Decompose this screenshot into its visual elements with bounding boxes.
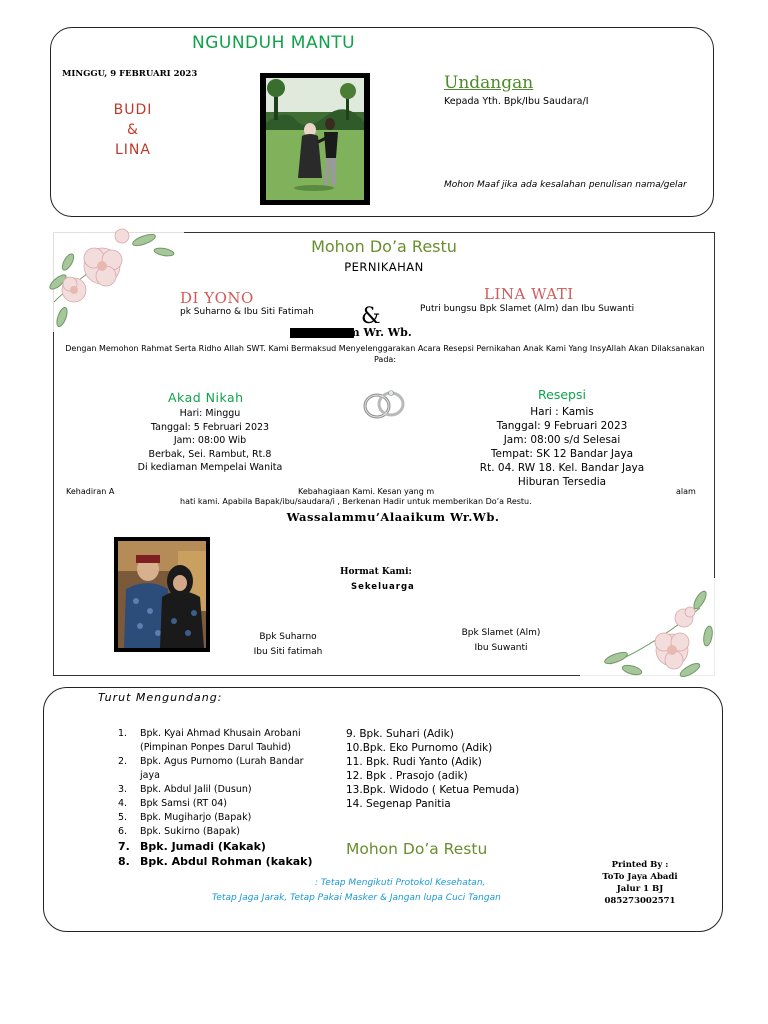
list-item [118, 727, 318, 755]
health-protocol-note [212, 876, 562, 906]
regards-label: Hormat Kami: [340, 567, 412, 577]
printer-name: ToTo Jaya Abadi [602, 872, 678, 882]
reception-entertainment: Hiburan Tersedia [517, 476, 607, 488]
list-item: 13.Bpk. Widodo ( Ketua Pemuda) [346, 784, 520, 796]
bride-name: LINA WATI [484, 285, 574, 303]
bride-mother: Ibu Suwanti [474, 643, 528, 653]
list-item [118, 811, 318, 825]
list-text: Bpk. Abdul Jalil (Dusun) [140, 784, 252, 795]
bride-father: Bpk Slamet (Alm) [461, 628, 541, 638]
attendance-request: hati kami. Apabila Bapak/ibu/saudara/i , Berkenan Hadir untuk memberikan Do’a Restu. [180, 497, 532, 506]
attendance-end: alam [676, 487, 696, 496]
redaction-bar [290, 328, 354, 338]
blessing-heading: Mohon Do’a Restu [311, 237, 457, 256]
bride-parents-sign [456, 626, 546, 656]
akad-details [125, 407, 295, 475]
protocol-line-1: : Tetap Mengikuti Protokol Kesehatan, [315, 878, 486, 888]
akad-heading: Akad Nikah [168, 390, 244, 405]
attendance-middle: Kebahagiaan Kami. Kesan yang m [298, 487, 435, 496]
groom-father: Bpk Suharno [259, 632, 317, 642]
protocol-line-2: Tetap Jaga Jarak, Tetap Pakai Masker & Jangan lupa Cuci Tangan [212, 893, 501, 903]
printer-credit [594, 859, 686, 907]
list-number: 3. [118, 784, 128, 795]
akad-day: Hari: Minggu [179, 408, 241, 419]
parents-photo [114, 537, 210, 652]
reception-day: Hari : Kamis [530, 406, 594, 418]
list-item [118, 797, 318, 811]
bride-parents-line: Putri bungsu Bpk Slamet (Alm) dan Ibu Suwanti [420, 304, 635, 314]
list-text: Bpk. Agus Purnomo (Lurah Bandar jaya [140, 756, 304, 781]
list-text: Bpk. Mugiharjo (Bapak) [140, 812, 252, 823]
addressee-line: Kepada Yth. Bpk/Ibu Saudara/I [444, 96, 589, 107]
list-item [118, 783, 318, 797]
family-label: Sekeluarga [351, 582, 415, 592]
couple-ampersand: & [127, 122, 139, 138]
co-inviters-heading: Turut Mengundang: [98, 691, 223, 704]
akad-place: Berbak, Sei. Rambut, Rt.8 [148, 448, 272, 460]
akad-date: Tanggal: 5 Februari 2023 [150, 421, 270, 433]
couple-name-bride: LINA [115, 142, 151, 158]
list-number: 5. [118, 812, 128, 823]
printed-by-label: Printed By : [611, 860, 669, 870]
list-number: 8. [118, 855, 130, 868]
list-number: 2. [118, 756, 128, 767]
list-item: 9. Bpk. Suhari (Adik) [346, 728, 454, 740]
list-item: 12. Bpk . Prasojo (adik) [346, 770, 468, 782]
couple-photo [260, 73, 370, 205]
reception-heading: Resepsi [538, 387, 586, 402]
list-item [118, 839, 318, 854]
wedding-rings-icon [358, 386, 410, 422]
groom-mother: Ibu Siti fatimah [253, 647, 323, 657]
printer-address: Jalur 1 BJ [616, 884, 664, 894]
co-inviters-list-right [346, 727, 546, 811]
invitation-intro: Dengan Memohon Rahmat Serta Ridho Allah SWT. Kami Bermaksud Menyelenggarakan Acara Resepsi Pernikahan Anak Kami Yang InsyAllah Akan Dilaksanakan Pada: [65, 344, 705, 364]
printer-phone: 085273002571 [604, 896, 676, 906]
akad-time: Jam: 08:00 Wib [173, 435, 247, 446]
apology-note: Mohon Maaf jika ada kesalahan penulisan nama/gelar [444, 180, 687, 190]
reception-time: Jam: 08:00 s/d Selesai [503, 434, 621, 446]
closing-greeting: Wassalammu’Alaaikum Wr.Wb. [286, 510, 500, 524]
akad-venue: Di kediaman Mempelai Wanita [137, 462, 283, 473]
invitation-heading: Undangan [444, 73, 534, 93]
couple-name-groom: BUDI [113, 102, 153, 118]
list-number: 7. [118, 840, 130, 853]
list-number: 4. [118, 798, 128, 809]
ampersand: & [361, 304, 381, 329]
blessing-footer: Mohon Do’a Restu [346, 840, 488, 858]
list-number: 6. [118, 826, 128, 837]
list-item: 10.Bpk. Eko Purnomo (Adik) [346, 742, 493, 754]
list-item: 14. Segenap Panitia [346, 798, 451, 810]
reception-details [462, 405, 662, 489]
list-number: 1. [118, 728, 128, 739]
reception-date: Tanggal: 9 Februari 2023 [496, 420, 628, 432]
list-item: 11. Bpk. Rudi Yanto (Adik) [346, 756, 482, 768]
groom-name: DI YONO [180, 289, 254, 307]
wedding-label: PERNIKAHAN [344, 260, 424, 274]
event-title: NGUNDUH MANTU [192, 33, 356, 53]
couple-names [96, 100, 170, 160]
reception-address: Rt. 04. RW 18. Kel. Bandar Jaya [479, 462, 645, 474]
list-item [118, 854, 318, 869]
list-text: Bpk. Abdul Rohman (kakak) [140, 855, 313, 868]
attendance-start: Kehadiran A [66, 487, 115, 496]
list-text: Bpk. Sukirno (Bapak) [140, 826, 240, 837]
groom-parents-line: pk Suharno & Ibu Siti Fatimah [180, 307, 314, 317]
list-text: Bpk. Kyai Ahmad Khusain Arobani (Pimpinan Ponpes Darul Tauhid) [140, 728, 301, 753]
groom-parents-sign [236, 630, 340, 660]
floral-ornament-bottom-right [580, 578, 718, 682]
reception-place: Tempat: SK 12 Bandar Jaya [490, 448, 634, 460]
list-text: Bpk. Jumadi (Kakak) [140, 840, 266, 853]
list-text: Bpk Samsi (RT 04) [140, 798, 228, 809]
greeting-line: m Wr. Wb. [348, 326, 412, 339]
list-item [118, 755, 318, 783]
event-date: MINGGU, 9 FEBRUARI 2023 [62, 69, 198, 79]
co-inviters-list-left [118, 727, 318, 869]
list-item [118, 825, 318, 839]
